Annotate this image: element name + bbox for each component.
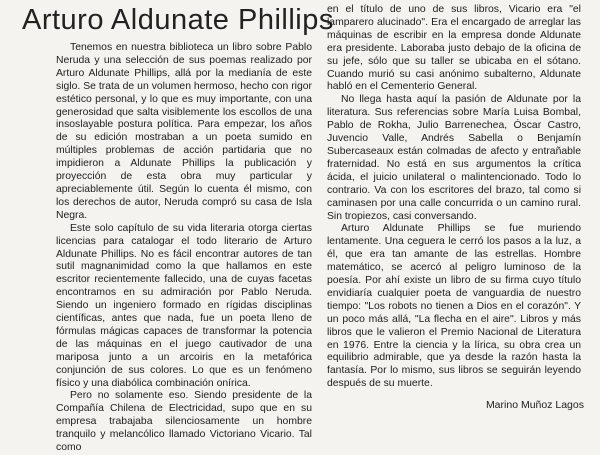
right-column (327, 4, 581, 391)
paragraph-continuation: en el título de uno de sus libros, Vicario era "el lamparero alucinado". Era el encargado de arreglar las máquinas de escribir en la empresa donde Aldunate era presidente. Laboraba justo debajo de la oficina de su jefe, sólo que su taller se ubicaba en el sótano. Cuando murió su casi anónimo subalterno, Aldunate habló en el Cementerio General. (327, 4, 581, 93)
left-column (56, 42, 312, 455)
paragraph: Arturo Aldunate Phillips se fue muriendo lentamente. Una ceguera le cerró los pasos a la luz, a él, que era tan amante de las estrellas. Hombre matemático, se acercó al peligro luminoso de la poesía. Por ahí existe un libro de su firma cuyo título envidiaría cualquier poeta de vanguardia de nuestro tiempo: "Los robots no tienen a Dios en el corazón". Y un poco más allá, "La flecha en el aire". Libros y más libros que le valieron el Premio Nacional de Literatura en 1976. Entre la ciencia y la lírica, su obra crea un equilibrio admirable, que ya desde la razón hasta la fantasía. Por lo mismo, sus libros se seguirán leyendo después de su muerte. (327, 223, 581, 390)
article-title: Arturo Aldunate Phillips (22, 4, 334, 36)
author-signature: Marino Muñoz Lagos (485, 399, 584, 411)
paragraph: Este solo capítulo de su vida literaria otorga ciertas licencias para catalogar el todo literario de Arturo Aldunate Phillips. No es fácil encontrar autores de tan sutil magnanimidad como la que hallamos en este escritor recientemente fallecido, una de cuyas facetas encontramos en su admiración por Pablo Neruda. Siendo un ingeniero formado en rígidas disciplinas científicas, antes que nada, fue un poeta lleno de fórmulas mágicas capaces de transformar la potencia de las máquinas en el juego cautivador de una mariposa junto a un arcoiris en la metafórica conjunción de sus colores. Lo que es un fenómeno físico y una diabólica combinación onírica. (56, 222, 312, 389)
paragraph: No llega hasta aquí la pasión de Aldunate por la literatura. Sus referencias sobre María Luisa Bombal, Pablo de Rokha, Julio Barrenechea, Óscar Castro, Juvencio Valle, Andrés Sabella o Benjamín Subercaseaux están colmadas de afecto y entrañable fraternidad. No está en sus argumentos la crítica ácida, el juicio unilateral o malintencionado. Todo lo contrario. Va con los escritores del brazo, tal como si caminasen por una calle concurrida o un camino rural. Sin tropiezos, casi conversando. (327, 94, 581, 222)
paragraph: Pero no solamente eso. Siendo presidente de la Compañía Chilena de Electricidad, supo que en su empresa trabajaba silenciosamente un hombre tranquilo y melancólico llamado Victoriano Vicario. Tal como (56, 390, 312, 454)
paragraph: Tenemos en nuestra biblioteca un libro sobre Pablo Neruda y una selección de sus poemas realizado por Arturo Aldunate Phillips, allá por la medianía de este siglo. Se trata de un volumen hermoso, hecho con rigor estético personal, y lo que es muy importante, con una generosidad que salta visiblemente los escollos de una insoslayable postura política. Para empezar, los años de su edición mostraban a un poeta sumido en múltiples problemas de acción partidaria que no impidieron a Aldunate Phillips la publicación y proyección de esta obra muy particular y apreciablemente útil. Según lo cuenta él mismo, con los derechos de autor, Neruda compró su casa de Isla Negra. (56, 42, 312, 221)
